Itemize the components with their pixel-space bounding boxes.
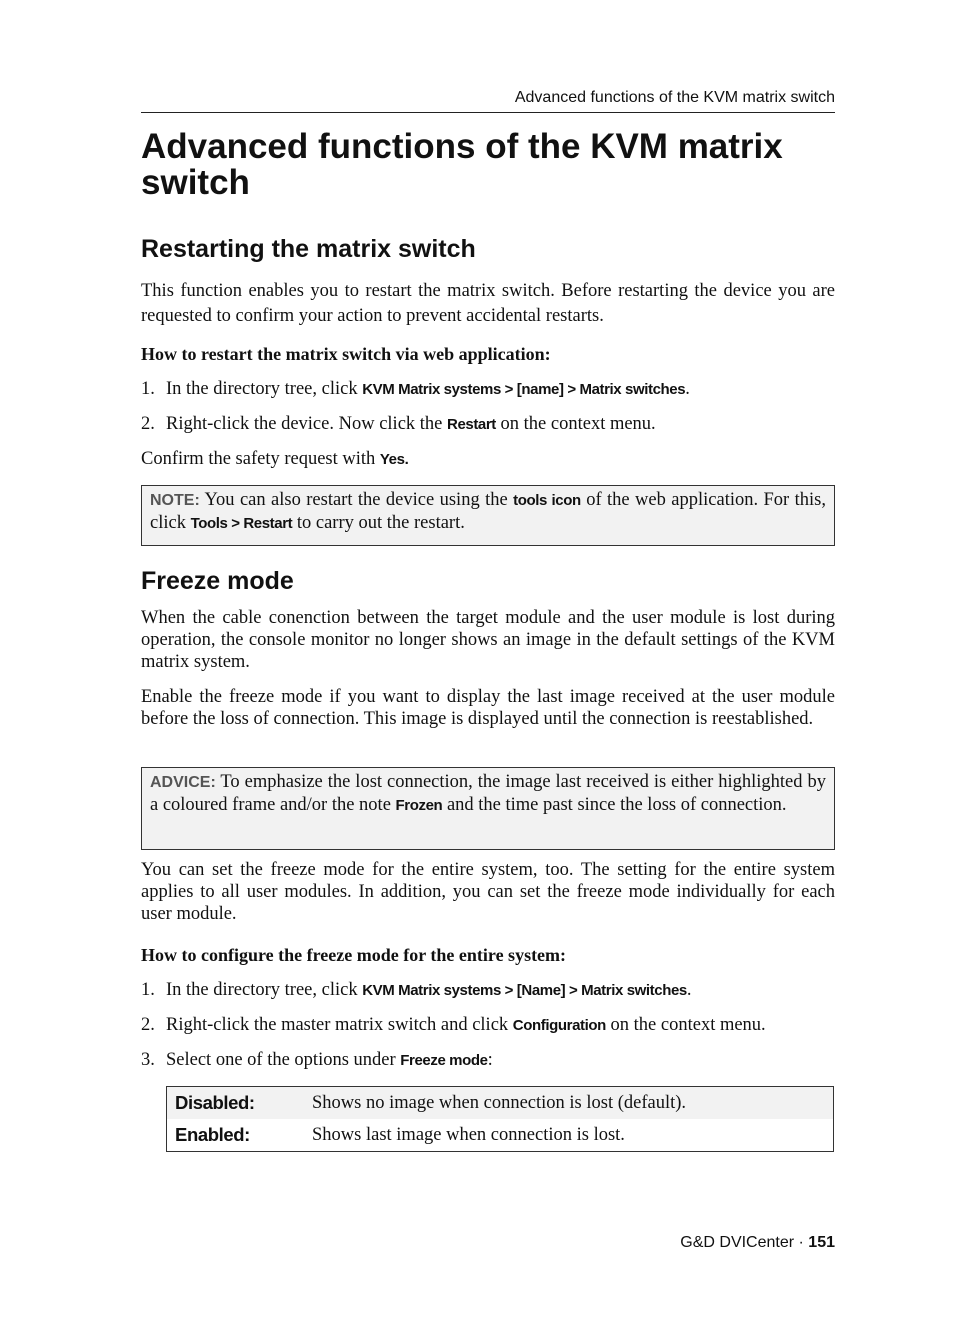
ui-term: Frozen	[395, 797, 443, 814]
restart-howto-heading: How to restart the matrix switch via web application:	[141, 344, 551, 364]
step-text: In the directory tree, click	[166, 980, 363, 1000]
freeze-step-1	[141, 979, 835, 1002]
freeze-step-2	[141, 1014, 835, 1037]
confirm-text: Confirm the safety request with	[141, 449, 380, 469]
freeze-paragraph-2: Enable the freeze mode if you want to display the last image received at the user module before the loss of connection. This image is displayed until the connection is reestablished.	[141, 687, 835, 729]
ui-command: Yes.	[379, 451, 409, 468]
ui-term: Freeze mode	[400, 1052, 488, 1069]
ui-path: Tools > Restart	[190, 515, 293, 532]
ui-path: KVM Matrix systems > [name] > Matrix switches	[362, 381, 686, 398]
freeze-step-3	[141, 1049, 835, 1072]
option-key: Enabled:	[175, 1124, 250, 1145]
option-description: Shows last image when connection is lost.	[312, 1124, 625, 1145]
freeze-paragraph-3: You can set the freeze mode for the entire system, too. The setting for the entire system applies to all user modules. In addition, you can set the freeze mode individually for each user module.	[141, 860, 835, 924]
restart-step-1	[141, 378, 835, 401]
page-title: Advanced functions of the KVM matrix switch	[141, 127, 783, 202]
step-text: In the directory tree, click	[166, 379, 363, 399]
step-number: 2.	[141, 1015, 155, 1035]
note-text: to carry out the restart.	[292, 513, 465, 533]
ui-term: tools icon	[513, 492, 581, 509]
section-heading-freeze: Freeze mode	[141, 567, 294, 595]
step-number: 1.	[141, 980, 155, 1000]
footer-product: G&D DVICenter ·	[680, 1234, 809, 1251]
advice-text: To emphasize the lost connection, the image last received is either highlighted by a coloured frame and/or the note	[150, 772, 826, 815]
page-footer	[680, 1234, 835, 1252]
step-text: Select one of the options under	[166, 1050, 401, 1070]
option-key: Disabled:	[167, 1087, 305, 1120]
restart-confirm	[141, 448, 835, 471]
step-text: Right-click the device. Now click the	[166, 414, 448, 434]
note-label: NOTE:	[150, 492, 200, 509]
option-description: Shows no image when connection is lost (default).	[304, 1087, 834, 1120]
section-heading-restart: Restarting the matrix switch	[141, 235, 476, 263]
advice-box	[141, 767, 835, 850]
restart-step-2	[141, 413, 835, 436]
table-row	[167, 1119, 834, 1152]
table-row	[167, 1087, 834, 1120]
freeze-howto-heading: How to configure the freeze mode for the entire system:	[141, 945, 567, 965]
step-number: 3.	[141, 1050, 155, 1070]
note-text: You can also restart the device using the	[199, 490, 514, 510]
advice-label: ADVICE:	[150, 774, 216, 791]
note-text: of the web application. For this, click	[150, 490, 826, 533]
step-number: 1.	[141, 379, 155, 399]
advice-text: and the time past since the loss of connection.	[442, 795, 787, 815]
restart-intro: This function enables you to restart the matrix switch. Before restarting the device you are requested to confirm your action to prevent accidental restarts.	[141, 281, 835, 326]
note-box	[141, 485, 835, 546]
step-text-end: .	[686, 980, 692, 1000]
freeze-options-table	[166, 1086, 834, 1152]
step-number: 2.	[141, 414, 155, 434]
ui-command: Restart	[447, 416, 496, 433]
ui-command: Configuration	[512, 1017, 606, 1034]
step-text: Right-click the master matrix switch and click	[166, 1015, 513, 1035]
header-rule	[141, 112, 835, 113]
running-header: Advanced functions of the KVM matrix switch	[514, 89, 835, 106]
step-text-end: .	[685, 379, 690, 399]
step-text-end: :	[487, 1050, 493, 1070]
freeze-paragraph-1: When the cable conenction between the target module and the user module is lost during operation, the console monitor no longer shows an image in the default settings of the KVM matrix system.	[141, 608, 835, 672]
ui-path: KVM Matrix systems > [Name] > Matrix switches	[362, 982, 687, 999]
step-text-end: on the context menu.	[605, 1015, 766, 1035]
page-number: 151	[808, 1234, 835, 1251]
step-text-end: on the context menu.	[495, 414, 656, 434]
